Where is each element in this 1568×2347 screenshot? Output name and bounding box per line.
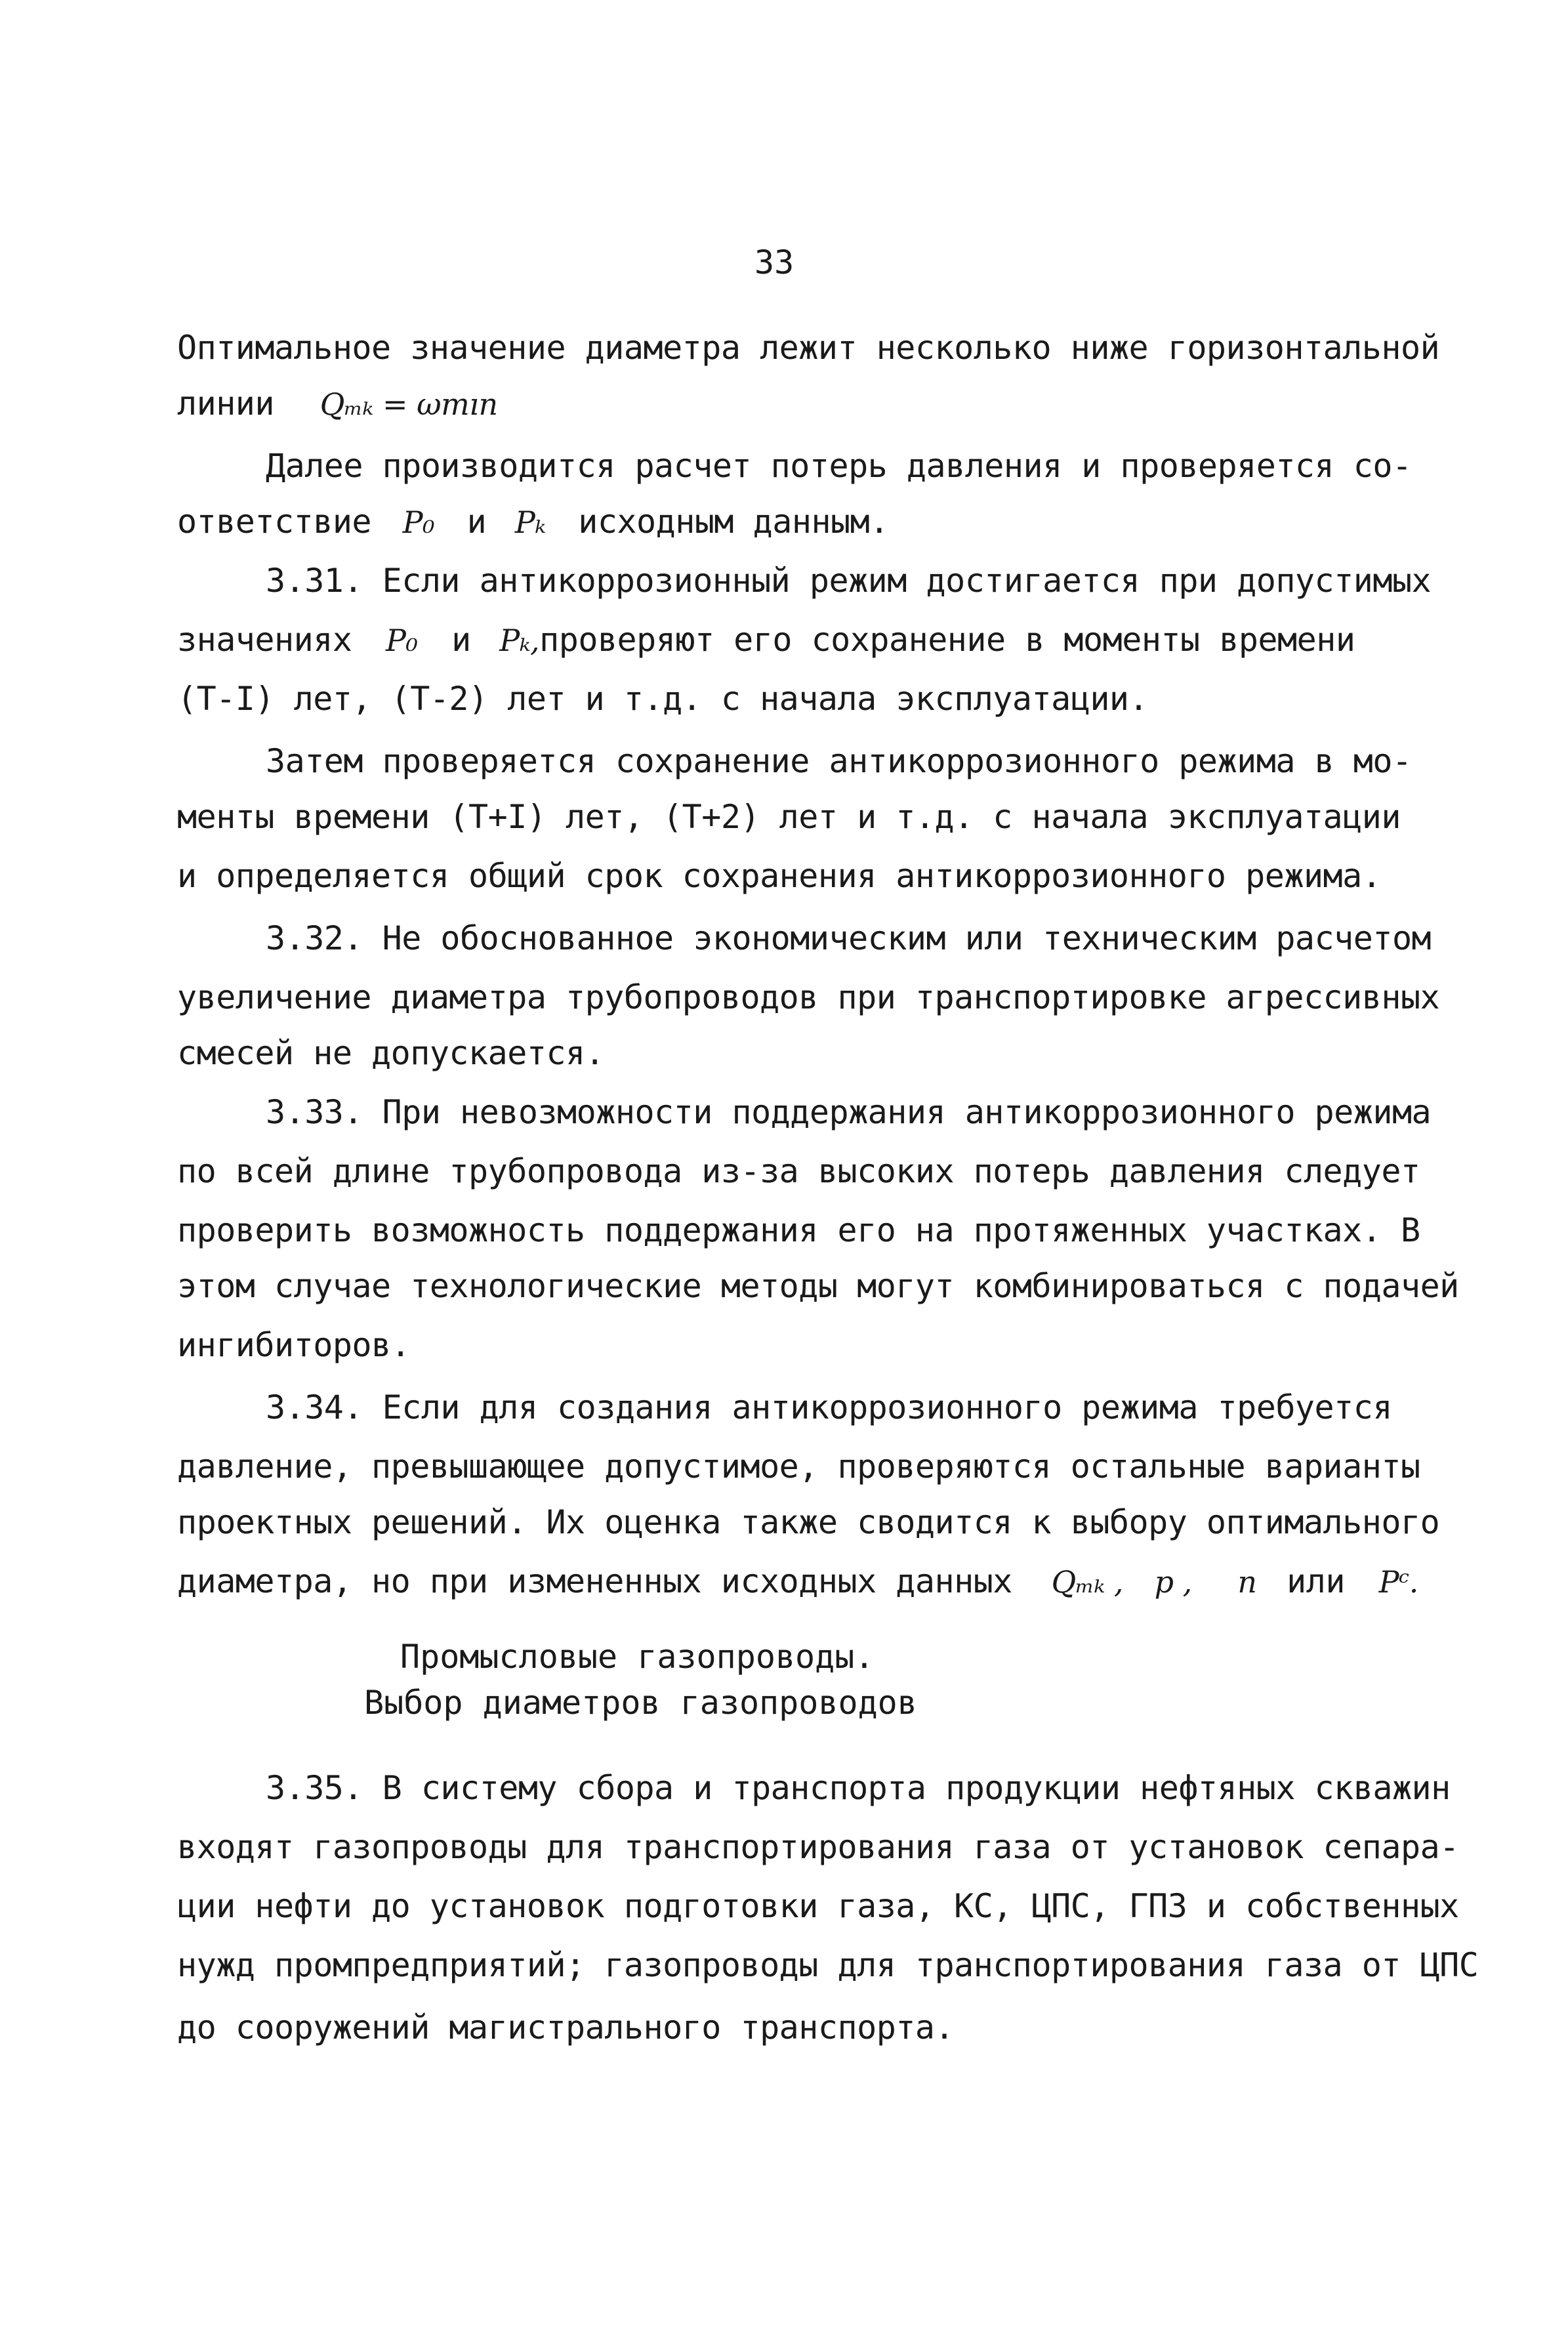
text-fragment: или bbox=[1287, 1562, 1345, 1600]
formula: Qₘₖ = ωmın bbox=[320, 386, 498, 422]
text-fragment: проверяют его сохранение в моменты времени bbox=[539, 621, 1355, 659]
text-fragment: и bbox=[451, 621, 471, 659]
formula: Pᶜ. bbox=[1378, 1564, 1418, 1600]
text-line: 3.31. Если антикоррозионный режим достигается при допустимых bbox=[266, 562, 1432, 600]
formula: n bbox=[1237, 1564, 1257, 1600]
text-line: по всей длине трубопровода из-за высоких потерь давления следует bbox=[177, 1152, 1420, 1190]
text-line bbox=[177, 502, 889, 542]
text-line: увеличение диаметра трубопроводов при транспортировке агрессивных bbox=[177, 978, 1440, 1016]
text-line: Затем проверяется сохранение антикоррозионного режима в мо- bbox=[266, 742, 1412, 780]
text-line: (Т-I) лет, (Т-2) лет и т.д. с начала эксплуатации. bbox=[177, 680, 1149, 718]
text-line: 3.35. В систему сбора и транспорта продукции нефтяных скважин bbox=[266, 1769, 1451, 1807]
text-line: входят газопроводы для транспортирования газа от установок сепара- bbox=[177, 1828, 1459, 1866]
text-fragment: линии bbox=[177, 384, 275, 423]
text-fragment: и bbox=[466, 503, 487, 541]
text-line: менты времени (Т+I) лет, (Т+2) лет и т.д. с начала эксплуатации bbox=[177, 798, 1401, 836]
text-line bbox=[177, 620, 1355, 660]
text-line: этом случае технологические методы могут комбинироваться с подачей bbox=[177, 1267, 1459, 1305]
text-fragment: значениях bbox=[177, 621, 352, 659]
text-line: Далее производится расчет потерь давления и проверяется со- bbox=[266, 447, 1412, 485]
page-number: 33 bbox=[754, 243, 794, 281]
text-fragment: ответствие bbox=[177, 503, 372, 541]
text-line: Оптимальное значение диаметра лежит несколько ниже горизонтальной bbox=[177, 329, 1440, 367]
text-fragment: диаметра, но при измененных исходных данных bbox=[177, 1562, 1012, 1600]
text-line: проектных решений. Их оценка также сводится к выбору оптимального bbox=[177, 1503, 1440, 1541]
text-line: 3.34. Если для создания антикоррозионного режима требуется bbox=[266, 1388, 1392, 1426]
text-line: ингибиторов. bbox=[177, 1326, 411, 1364]
text-line: проверить возможность поддержания его на протяженных участках. В bbox=[177, 1211, 1420, 1249]
text-line: смесей не допускается. bbox=[177, 1034, 605, 1072]
formula: Qₘₖ , bbox=[1051, 1564, 1123, 1600]
text-line: нужд промпредприятий; газопроводы для транспортирования газа от ЦПС bbox=[177, 1946, 1479, 1984]
formula: P₀ bbox=[386, 623, 418, 658]
text-line: и определяется общий срок сохранения антикоррозионного режима. bbox=[177, 857, 1382, 895]
text-line bbox=[177, 1562, 1418, 1602]
text-line: давление, превышающее допустимое, проверяются остальные варианты bbox=[177, 1447, 1420, 1485]
section-heading: Промысловые газопроводы. bbox=[400, 1638, 875, 1676]
formula: Pₖ, bbox=[499, 623, 540, 658]
text-line: 3.32. Не обоснованное экономическим или техническим расчетом bbox=[266, 919, 1432, 957]
section-heading: Выбор диаметров газопроводов bbox=[364, 1684, 917, 1722]
formula: p , bbox=[1154, 1564, 1192, 1600]
text-line: до сооружений магистрального транспорта. bbox=[177, 2008, 955, 2046]
text-line bbox=[177, 384, 498, 424]
text-line: ции нефти до установок подготовки газа, КС, ЦПС, ГПЗ и собственных bbox=[177, 1887, 1459, 1925]
formula: P₀ bbox=[402, 505, 435, 540]
text-line: 3.33. При невозможности поддержания антикоррозионного режима bbox=[266, 1093, 1432, 1131]
formula: Pₖ bbox=[514, 505, 546, 540]
text-fragment: исходным данным. bbox=[578, 503, 889, 541]
